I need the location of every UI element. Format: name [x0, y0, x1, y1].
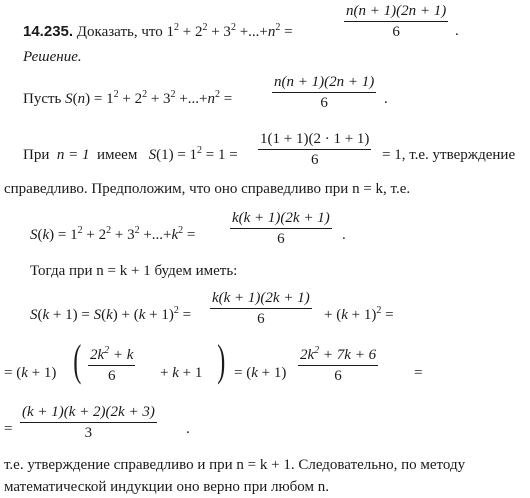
sk-fraction-numerator: k(k + 1)(2k + 1)	[230, 211, 332, 229]
problem-fraction-numerator: n(n + 1)(2n + 1)	[344, 4, 448, 22]
definition-text: Пусть	[23, 91, 62, 107]
base-case-prefix: При	[23, 147, 50, 163]
assumption-line: справедливо. Предположим, что оно справедливо при n = k, т.е.	[4, 181, 411, 197]
step2-fraction2-numerator: $2k^2 + 7k + 6$	[298, 348, 378, 366]
step3-lead: =	[4, 421, 13, 437]
step2-fraction-numerator: $2k^2 + k$	[88, 348, 135, 366]
definition-expression: $S(n) = 1^2 + 2^2 + 3^2 +...+n^2$ =	[65, 89, 233, 107]
step2-mid: + k + 1	[160, 365, 203, 381]
step1-fraction	[210, 291, 312, 327]
definition-fraction	[272, 75, 376, 111]
step2-end: =	[414, 365, 423, 381]
step3-fraction-denominator: 3	[84, 425, 93, 441]
step1-expression: $S(k + 1) = S(k) + (k + 1)^2$ =	[30, 305, 192, 323]
step1-fraction-numerator: k(k + 1)(2k + 1)	[210, 291, 312, 309]
base-case-tail: = 1, т.е. утверждение	[382, 147, 516, 163]
step3-fraction	[20, 405, 157, 441]
step2-eq: = (k + 1)	[234, 365, 287, 381]
sk-fraction	[230, 211, 332, 247]
base-case-fraction	[258, 132, 371, 168]
conclusion-line-2: математической индукции оно верно при любом n.	[4, 479, 329, 495]
definition-fraction-numerator: n(n + 1)(2n + 1)	[272, 75, 376, 93]
step2-fraction-denominator: 6	[107, 368, 116, 384]
problem-number: 14.235.	[23, 23, 74, 40]
base-case-line	[23, 145, 238, 163]
step1-fraction-denominator: 6	[257, 311, 265, 327]
step2-fraction	[88, 345, 135, 384]
definition-end: .	[384, 91, 388, 107]
step3-end: .	[186, 421, 190, 437]
step2-open-paren: (	[73, 336, 82, 385]
step2-fraction2-denominator: 6	[334, 368, 342, 384]
problem-lhs: $1^2 + 2^2 + 3^2 +...+n^2$ =	[166, 22, 293, 40]
step2-close-paren: )	[217, 336, 226, 385]
conclusion-line-1: т.е. утверждение справедливо и при n = k + 1. Следовательно, по методу	[4, 457, 466, 473]
base-case-fraction-denominator: 6	[310, 152, 319, 168]
sk-fraction-denominator: 6	[277, 231, 285, 247]
base-case-expression: $S(1) = 1^2 = 1$ =	[148, 145, 238, 163]
sk-expression: $S(k) = 1^2 + 2^2 + 3^2 +...+k^2$ =	[30, 225, 196, 243]
definition-fraction-denominator: 6	[320, 95, 328, 111]
problem-fraction-denominator: 6	[392, 24, 400, 40]
then-line: Тогда при n = k + 1 будем иметь:	[30, 263, 238, 279]
problem-statement	[23, 24, 293, 40]
problem-fraction	[344, 4, 448, 40]
definition-line	[23, 89, 233, 107]
step2-fraction2	[298, 345, 378, 384]
step2-lead: = (k + 1)	[4, 365, 57, 381]
problem-statement-text: Доказать, что	[76, 24, 163, 40]
base-case-mid: имеем	[97, 147, 138, 163]
sk-end: .	[342, 227, 346, 243]
step1-line	[30, 305, 192, 323]
base-case-fraction-numerator: 1(1 + 1)(2 · 1 + 1)	[258, 132, 371, 150]
base-case-condition: n = 1	[56, 147, 90, 163]
step1-tail: + $(k + 1)^2$ =	[324, 305, 394, 323]
problem-end: .	[455, 23, 459, 39]
sk-line	[30, 225, 196, 243]
solution-label: Решение.	[23, 49, 82, 65]
step3-fraction-numerator: (k + 1)(k + 2)(2k + 3)	[20, 405, 157, 423]
